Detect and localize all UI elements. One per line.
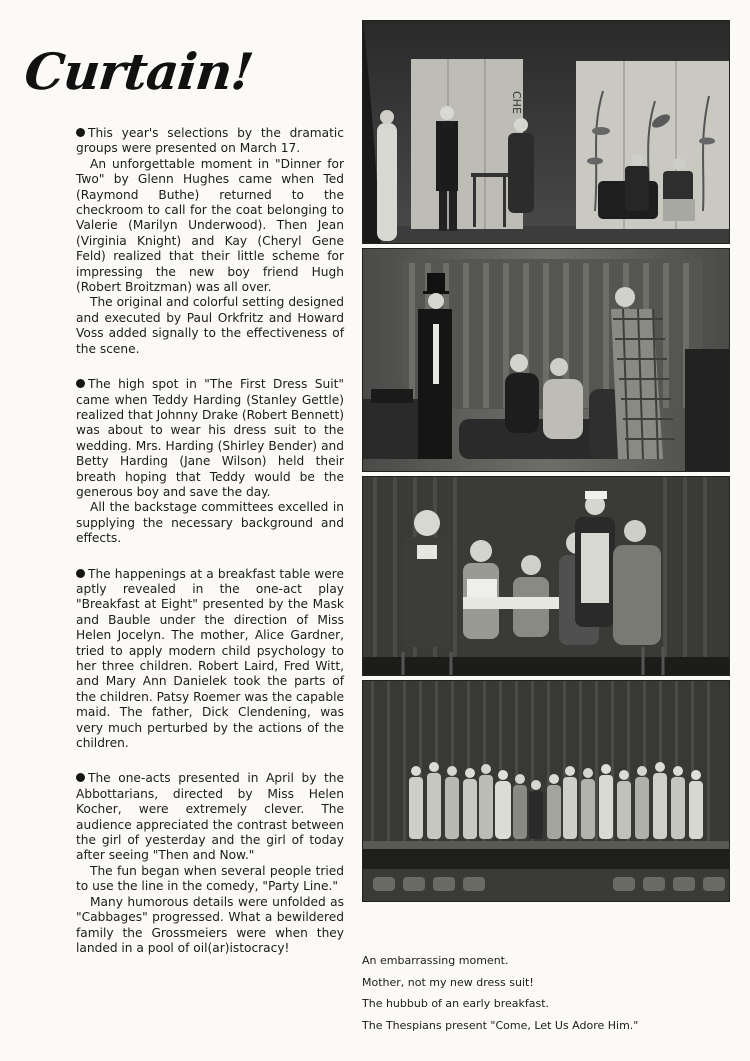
paragraph: An unforgettable moment in "Dinner for Two" by Glenn Hughes came when Ted (Raymond Buthe) returned to the checkroom to call for the coat belonging to Valerie (Marilyn Underwood). Then Jean (Virginia Knight) and Kay (Cheryl Gene Feld) realized that their little scheme for impressing the new boy friend Hugh (Robert Broitzman) was all over. [76,156,344,295]
photo-breakfast-at-eight [362,476,730,676]
paragraph: The one-acts presented in April by the Abbottarians, directed by Miss Helen Kocher, were extremely clever. The audience appreciated the contrast between the girl of yesterday and the girl of today after seeing "Then and Now." [76,771,344,863]
paragraph: All the backstage committees excelled in supplying the necessary background and effects. [76,500,344,546]
section-breakfast-at-eight [76,567,344,752]
paragraph: This year's selections by the dramatic groups were presented on March 17. [76,126,344,156]
section-dinner-for-two [76,126,344,357]
caption-1: An embarrassing moment. [362,954,509,967]
bullet-icon [76,379,85,388]
paragraph: The high spot in "The First Dress Suit" came when Teddy Harding (Stanley Gettle) realized that Johnny Drake (Robert Bennett) was about to wear his dress suit to the wedding. Mrs. Harding (Shirley Bender) and Betty Harding (Jane Wilson) held their breath hoping that Teddy would be the generous boy and save the day. [76,377,344,499]
photo-first-dress-suit [362,248,730,472]
page-title: Curtain! [21,42,256,101]
caption-2: Mother, not my new dress suit! [362,975,534,989]
photo-captions [362,950,732,1036]
caption-3: The hubbub of an early breakfast. [362,997,550,1010]
checkroom-sign: CHE [510,91,523,114]
photo-dinner-for-two [362,20,730,244]
paragraph: The fun began when several people tried to use the line in the comedy, "Party Line." [76,863,344,894]
photo-column [362,20,730,906]
article-text [76,126,344,976]
section-one-acts [76,771,344,956]
bullet-icon [76,773,85,782]
paragraph: The happenings at a breakfast table were aptly revealed in the one-act play "Breakfast at Eight" presented by the Mask and Bauble under the direction of Miss Helen Jocelyn. The mother, Alice Gardner, tried to apply modern child psychology to her three children. Robert Laird, Fred Witt, and Mary Ann Danielek took the parts of the children. Patsy Roemer was the capable maid. The father, Dick Clendening, was very much perturbed by the actions of the children. [76,566,344,751]
caption-4: The Thespians present "Come, Let Us Adore Him." [362,1018,639,1032]
photo-thespians [362,680,730,902]
bullet-icon [76,128,85,137]
paragraph: The original and colorful setting designed and executed by Paul Orkfritz and Howard Voss added signally to the effectiveness of the scene. [76,295,344,356]
paragraph: Many humorous details were unfolded as "Cabbages" progressed. What a bewildered family the Grossmeiers were when they landed in a pool of oil(ar)istocracy! [76,894,344,955]
bullet-icon [76,569,85,578]
section-first-dress-suit [76,377,344,546]
